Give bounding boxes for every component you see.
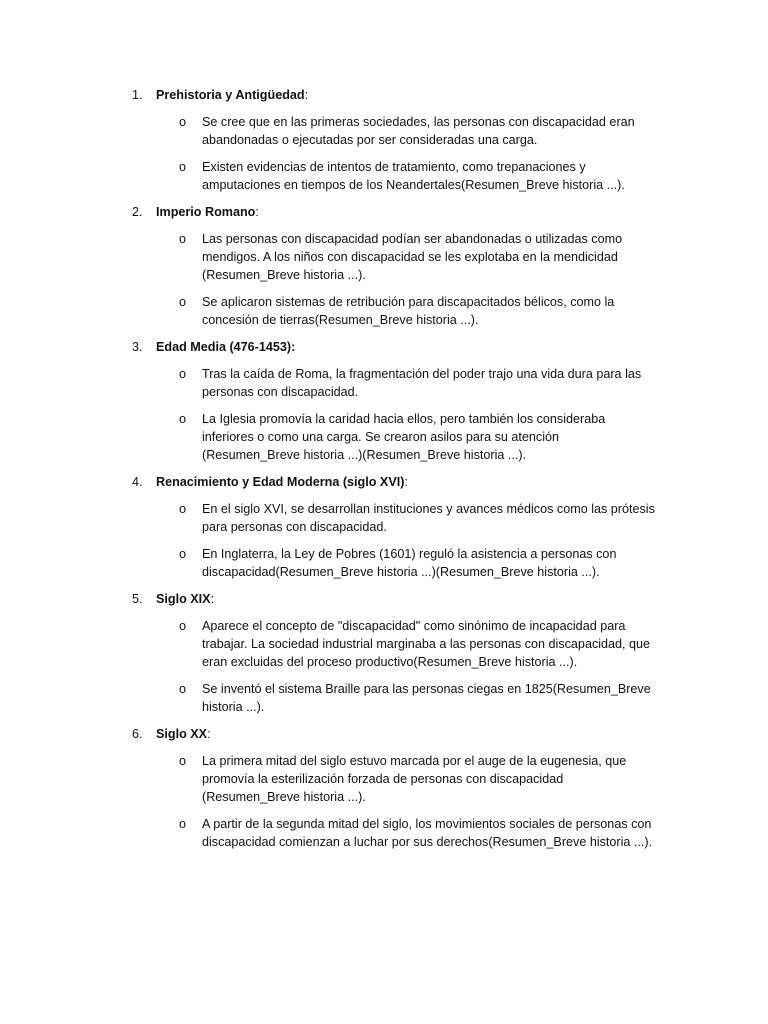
- bullet-text: Aparece el concepto de "discapacidad" como sinónimo de incapacidad para trabajar. La sociedad industrial marginaba a las personas con discapacidad, que eran excluidas del proceso productivo(Resumen_Breve historia ...).: [202, 619, 651, 669]
- section-heading: [0, 86, 768, 104]
- section-heading: [0, 203, 768, 221]
- document-page: [0, 86, 768, 860]
- list-item: [0, 230, 768, 284]
- section-title: Siglo XX: [156, 727, 208, 741]
- list-item: [0, 545, 768, 581]
- section-title: Siglo XIX: [156, 592, 211, 606]
- list-item: [0, 752, 768, 806]
- section-renacimiento: [0, 473, 768, 581]
- bullet-marker: o: [179, 619, 187, 633]
- list-item: [0, 293, 768, 329]
- section-siglo-xix: [0, 590, 768, 716]
- bullet-text: La primera mitad del siglo estuvo marcada por el auge de la eugenesia, que promovía la esterilización forzada de personas con discapacidad (Resumen_Breve historia ...).: [202, 754, 627, 804]
- section-number: 6.: [132, 727, 143, 741]
- section-edad-media: [0, 338, 768, 464]
- list-item: [0, 113, 768, 149]
- section-title: Prehistoria y Antigüedad: [156, 88, 305, 102]
- bullet-text: Se inventó el sistema Braille para las personas ciegas en 1825(Resumen_Breve historia ...).: [202, 682, 651, 714]
- list-item: [0, 815, 768, 851]
- section-heading: [0, 473, 768, 491]
- bullet-text: La Iglesia promovía la caridad hacia ellos, pero también los consideraba inferiores o como una carga. Se crearon asilos para su atención (Resumen_Breve historia ...)(Resumen_Breve historia ...).: [202, 412, 606, 462]
- section-number: 5.: [132, 592, 143, 606]
- bullet-text: A partir de la segunda mitad del siglo, los movimientos sociales de personas con discapacidad comienzan a luchar por sus derechos(Resumen_Breve historia ...).: [202, 817, 653, 849]
- bullet-text: Existen evidencias de intentos de tratamiento, como trepanaciones y amputaciones en tiempos de los Neandertales(Resumen_Breve historia ...).: [202, 160, 625, 192]
- section-siglo-xx: [0, 725, 768, 851]
- bullet-text: En Inglaterra, la Ley de Pobres (1601) reguló la asistencia a personas con discapacidad(Resumen_Breve historia ...)(Resumen_Breve historia ...).: [202, 547, 617, 579]
- section-title-colon: :: [404, 475, 408, 489]
- list-item: [0, 410, 768, 464]
- section-title-colon: :: [255, 205, 259, 219]
- section-heading: [0, 725, 768, 743]
- bullet-marker: o: [179, 682, 187, 696]
- bullet-marker: o: [179, 817, 187, 831]
- bullet-text: En el siglo XVI, se desarrollan instituciones y avances médicos como las prótesis para personas con discapacidad.: [202, 502, 655, 534]
- bullet-text: Se aplicaron sistemas de retribución para discapacitados bélicos, como la concesión de tierras(Resumen_Breve historia ...).: [202, 295, 615, 327]
- section-title: Edad Media (476-1453): [156, 340, 292, 354]
- section-number: 4.: [132, 475, 143, 489]
- bullet-marker: o: [179, 502, 187, 516]
- section-number: 2.: [132, 205, 143, 219]
- bullet-marker: o: [179, 367, 187, 381]
- section-title: Renacimiento y Edad Moderna (siglo XVI): [156, 475, 405, 489]
- section-title-colon: :: [210, 592, 215, 606]
- list-item: [0, 158, 768, 194]
- section-number: 1.: [132, 88, 143, 102]
- section-heading: [0, 590, 768, 608]
- section-heading: [0, 338, 768, 356]
- section-imperio-romano: [0, 203, 768, 329]
- section-title: Imperio Romano: [156, 205, 256, 219]
- bullet-marker: o: [179, 754, 187, 768]
- section-number: 3.: [132, 340, 143, 354]
- list-item: [0, 617, 768, 671]
- bullet-marker: o: [179, 412, 187, 426]
- bullet-marker: o: [179, 115, 187, 129]
- list-item: [0, 680, 768, 716]
- bullet-text: Tras la caída de Roma, la fragmentación del poder trajo una vida dura para las personas con discapacidad.: [202, 367, 642, 399]
- section-title-colon: :: [207, 727, 211, 741]
- list-item: [0, 500, 768, 536]
- bullet-text: Las personas con discapacidad podían ser abandonadas o utilizadas como mendigos. A los niños con discapacidad se les explotaba en la mendicidad (Resumen_Breve historia ...).: [202, 232, 623, 282]
- bullet-text: Se cree que en las primeras sociedades, las personas con discapacidad eran abandonadas o ejecutadas por ser consideradas una carga.: [202, 115, 635, 147]
- section-title-colon: :: [291, 340, 296, 354]
- section-prehistoria: [0, 86, 768, 194]
- bullet-marker: o: [179, 295, 187, 309]
- bullet-marker: o: [179, 547, 187, 561]
- section-title-colon: :: [304, 88, 309, 102]
- bullet-marker: o: [179, 232, 187, 246]
- bullet-marker: o: [179, 160, 187, 174]
- list-item: [0, 365, 768, 401]
